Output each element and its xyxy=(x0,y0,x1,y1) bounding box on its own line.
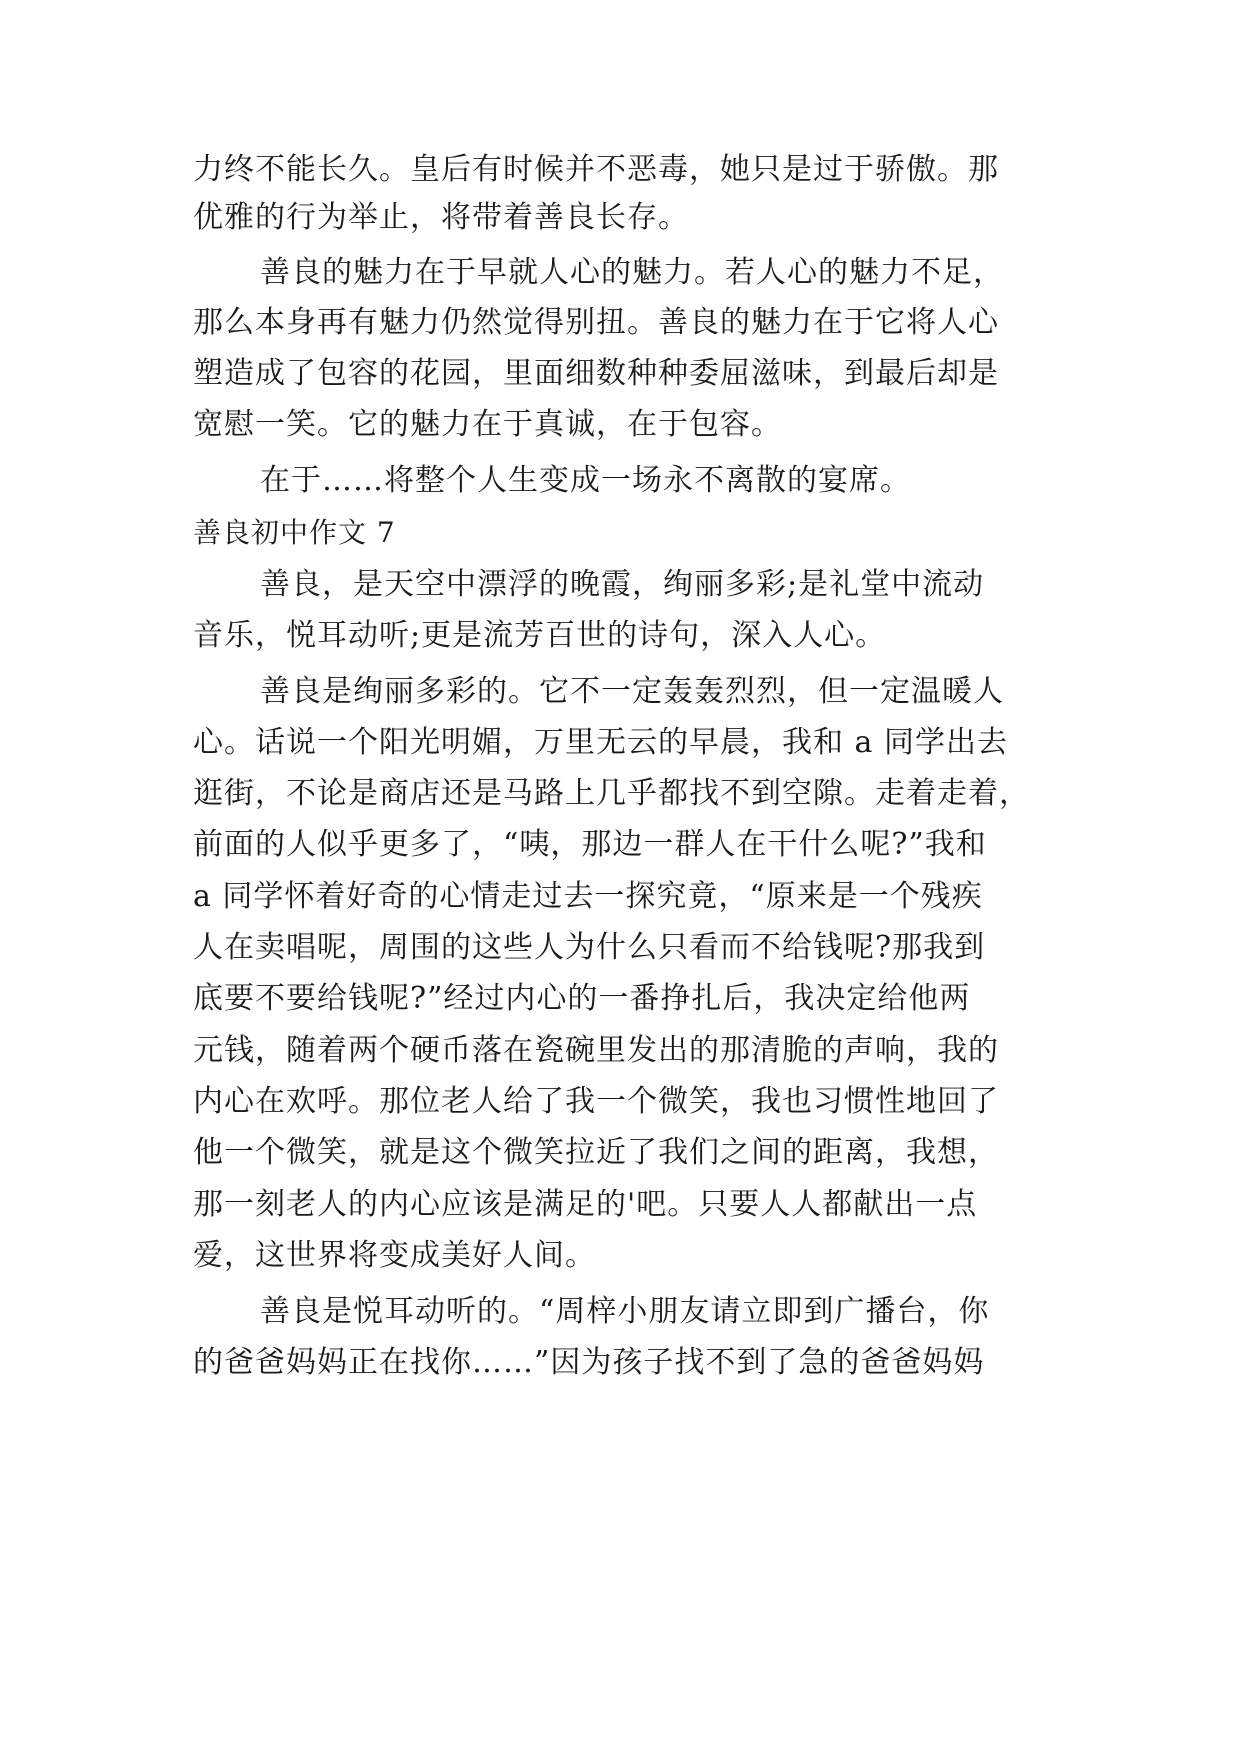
paragraph-line: 在于……将整个人生变成一场永不离散的宴席。 xyxy=(260,463,911,498)
paragraph-line: 元钱，随着两个硬币落在瓷碗里发出的那清脆的声响，我的 xyxy=(193,1033,999,1068)
paragraph-line: 善良是绚丽多彩的。它不一定轰轰烈烈，但一定温暖人 xyxy=(260,674,1004,709)
paragraph-line: 底要不要给钱呢?”经过内心的一番挣扎后，我决定给他两 xyxy=(193,981,971,1016)
paragraph-line: 那一刻老人的内心应该是满足的'吧。只要人人都献出一点 xyxy=(193,1187,978,1222)
paragraph-line: 前面的人似乎更多了，“咦，那边一群人在干什么呢?”我和 xyxy=(193,827,987,862)
paragraph-line: 人在卖唱呢，周围的这些人为什么只看而不给钱呢?那我到 xyxy=(193,930,986,965)
paragraph-line: a 同学怀着好奇的心情走过去一探究竟，“原来是一个残疾 xyxy=(193,879,983,914)
paragraph-line: 宽慰一笑。它的魅力在于真诚，在于包容。 xyxy=(193,407,782,442)
paragraph-line: 善良，是天空中漂浮的晚霞，绚丽多彩;是礼堂中流动 xyxy=(260,567,985,602)
section-heading: 善良初中作文 7 xyxy=(193,516,396,549)
paragraph-line: 逛街，不论是商店还是马路上几乎都找不到空隙。走着走着， xyxy=(193,776,1030,811)
paragraph-line: 心。话说一个阳光明媚，万里无云的早晨，我和 a 同学出去 xyxy=(193,725,1008,760)
paragraph-line: 优雅的行为举止，将带着善良长存。 xyxy=(193,200,689,235)
paragraph-line: 他一个微笑，就是这个微笑拉近了我们之间的距离，我想， xyxy=(193,1135,999,1170)
paragraph-line: 善良是悦耳动听的。“周梓小朋友请立即到广播台，你 xyxy=(260,1294,990,1329)
paragraph-line: 内心在欢呼。那位老人给了我一个微笑，我也习惯性地回了 xyxy=(193,1084,999,1119)
paragraph-line: 的爸爸妈妈正在找你……”因为孩子找不到了急的爸爸妈妈 xyxy=(193,1345,985,1380)
paragraph-line: 那么本身再有魅力仍然觉得别扭。善良的魅力在于它将人心 xyxy=(193,305,999,340)
paragraph-line: 音乐，悦耳动听;更是流芳百世的诗句，深入人心。 xyxy=(193,618,887,653)
paragraph-line: 善良的魅力在于早就人心的魅力。若人心的魅力不足， xyxy=(260,255,1004,290)
paragraph-line: 爱，这世界将变成美好人间。 xyxy=(193,1238,596,1273)
paragraph-line: 力终不能长久。皇后有时候并不恶毒，她只是过于骄傲。那 xyxy=(193,152,999,187)
paragraph-line: 塑造成了包容的花园，里面细数种种委屈滋味，到最后却是 xyxy=(193,356,999,391)
